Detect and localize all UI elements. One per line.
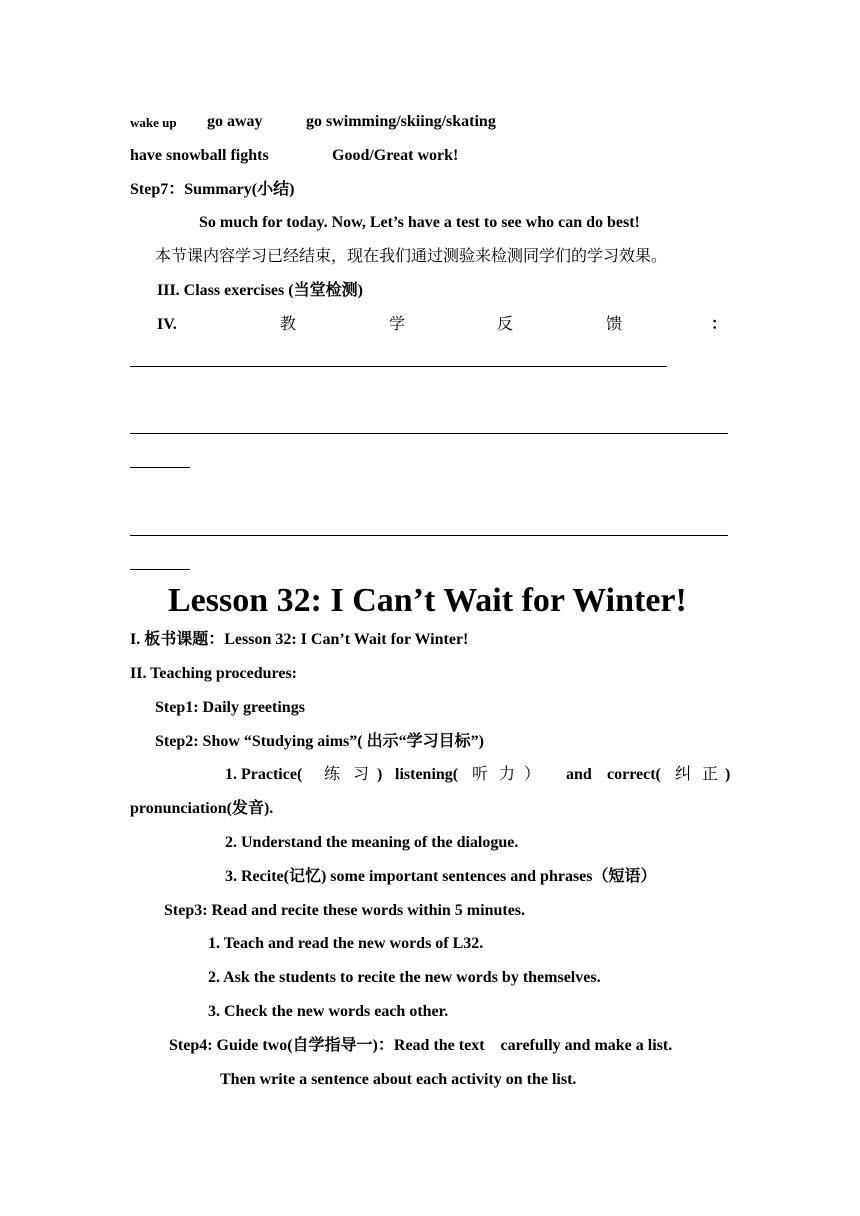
aim1-part: 习 [353, 766, 370, 783]
aim1-part: 力 [499, 766, 516, 783]
board-topic: I. 板书课题：Lesson 32: I Can’t Wait for Winter! [130, 631, 469, 648]
aim1-part: ) [377, 766, 383, 783]
summary-english: So much for today. Now, Let’s have a test to see who can do best! [199, 214, 640, 231]
aim-1-continued: pronunciation(发音). [130, 800, 274, 817]
answer-line [130, 569, 190, 570]
aim-3: 3. Recite(记忆) some important sentences and phrases（短语） [225, 868, 657, 885]
step3: Step3: Read and recite these words within 5 minutes. [164, 902, 526, 919]
step7-heading: Step7：Summary(小结) [130, 181, 295, 198]
lesson-title: Lesson 32: I Can’t Wait for Winter! [168, 582, 687, 619]
aim1-part: 听 [472, 766, 489, 783]
feedback-char-2: 学 [389, 316, 406, 333]
vocab-wake-up: wake up [130, 115, 177, 130]
step3-item-2: 2. Ask the students to recite the new words by themselves. [208, 969, 601, 986]
aim1-part: 纠 [675, 766, 692, 783]
aim-1 [0, 765, 860, 785]
step4-continued: Then write a sentence about each activity on the list. [220, 1071, 577, 1088]
answer-line [130, 366, 667, 367]
vocab-good-work: Good/Great work! [332, 147, 459, 164]
answer-line [130, 467, 190, 468]
vocab-snowball: have snowball fights [130, 147, 269, 164]
feedback-char-4: 馈 [606, 316, 623, 333]
step3-item-3: 3. Check the new words each other. [208, 1003, 449, 1020]
vocab-go-away: go away [207, 113, 263, 130]
feedback-char-3: 反 [497, 316, 514, 333]
aim1-part: correct( [607, 766, 661, 783]
feedback-char-1: 教 [280, 316, 297, 333]
answer-line [130, 535, 728, 536]
aim1-part: listening( [395, 766, 459, 783]
vocab-go-swimming: go swimming/skiing/skating [306, 113, 496, 130]
aim1-part: ） [524, 766, 541, 783]
step2: Step2: Show “Studying aims”( 出示“学习目标”) [155, 733, 484, 750]
feedback-heading [0, 315, 860, 335]
aim1-part: 正 [702, 766, 719, 783]
summary-chinese: 本节课内容学习已经结束，现在我们通过测验来检测同学们的学习效果。 [155, 248, 668, 265]
feedback-num: IV. [157, 316, 177, 333]
step3-item-1: 1. Teach and read the new words of L32. [208, 935, 484, 952]
teaching-procedures: II. Teaching procedures: [130, 665, 297, 682]
step1: Step1: Daily greetings [155, 699, 305, 716]
class-exercises: III. Class exercises (当堂检测) [157, 282, 363, 299]
step4: Step4: Guide two(自学指导一)：Read the text carefully and make a list. [169, 1037, 673, 1054]
aim1-part: ) [725, 766, 731, 783]
answer-line [130, 433, 728, 434]
aim1-part: and [566, 766, 592, 783]
aim1-part: 1. Practice( [225, 766, 303, 783]
feedback-colon: ： [711, 316, 728, 333]
aim-2: 2. Understand the meaning of the dialogue. [225, 834, 519, 851]
aim1-part: 练 [324, 766, 341, 783]
